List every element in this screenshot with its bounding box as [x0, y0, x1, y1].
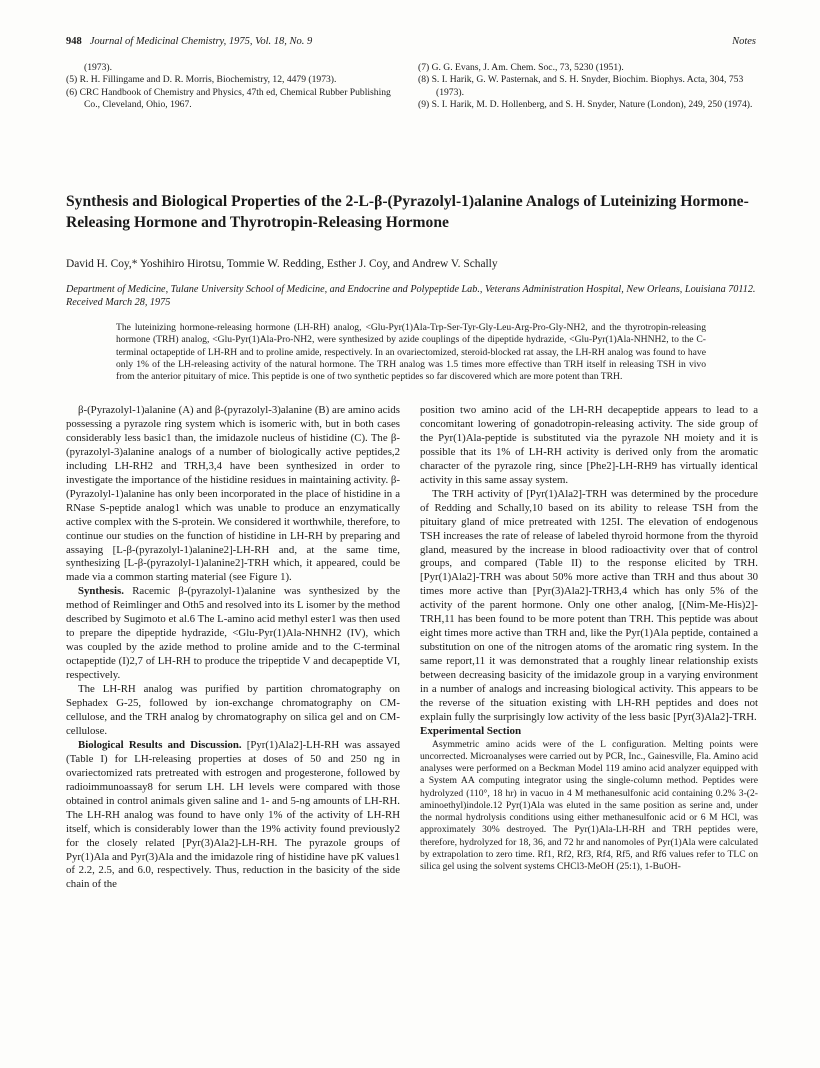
article-title: Synthesis and Biological Properties of the 2-L-β-(Pyrazolyl-1)alanine Analogs of Luteinizing Hormone-Releasing Hormone and Thyrotropin-Releasing Hormone: [66, 193, 749, 231]
reference-item: (9) S. I. Harik, M. D. Hollenberg, and S. H. Snyder, Nature (London), 249, 250 (1974).: [418, 98, 753, 110]
section-label: Notes: [732, 36, 756, 47]
results-paragraph: [66, 739, 400, 892]
synthesis-text: Racemic β-(pyrazolyl-1)alanine was synthesized by the method of Reimlinger and Oth5 and resolved into its L isomer by the method described by Sugimoto et al.6 The L-amino acid methyl ester1 was then used to prepare the dipeptide hydrazide, <Glu-Pyr(1)Ala-NHNH2 (IV), which was coupled by the azide method to proline amide and to the C-terminal octapeptide (I)2,7 of LH-RH to produce the tripeptide V and decapeptide VI, respectively.: [66, 585, 400, 682]
synthesis-heading: Synthesis.: [78, 585, 124, 598]
results-text: [Pyr(1)Ala2]-LH-RH was assayed (Table I) for LH-releasing properties at doses of 50 and 250 ng in ovariectomized rats pretreated with estrogen and progesterone, followed by radioimmunoassay8 for serum LH. LH levels were compared with those obtained in control animals given saline and 1- and 5-ng amounts of LH-RH. The LH-RH analog was found to have only 1% of the activity of LH-RH itself, which is considerably lower than the 19% activity found previously2 for the closely related [Pyr(3)Ala2]-LH-RH. The pyrazole groups of Pyr(1)Ala and Pyr(3)Ala and the imidazole ring of histidine have pK values1 of 2.2, 2.5, and 6.0, respectively. Thus, reduction in the basicity of the side chain of the: [66, 738, 400, 891]
references-left-column: [66, 62, 396, 111]
reference-item: (1973).: [84, 62, 112, 73]
reference-item: (5) R. H. Fillingame and D. R. Morris, Biochemistry, 12, 4479 (1973).: [66, 74, 337, 86]
body-right-column: [420, 404, 758, 873]
references-right-column: [418, 62, 760, 111]
page-number: 948: [66, 36, 82, 47]
reference-item: (7) G. G. Evans, J. Am. Chem. Soc., 73, 5230 (1951).: [418, 62, 624, 73]
purification-paragraph: The LH-RH analog was purified by partition chromatography on Sephadex G-25, followed by ion-exchange chromatography on CM-cellulose, and the TRH analog by chromatography on silica gel and on CM-cellulose.: [66, 683, 400, 737]
trh-paragraph: The TRH activity of [Pyr(1)Ala2]-TRH was determined by the procedure of Redding and Schally,10 based on its ability to release TSH from the pituitary gland of mice pretreated with 125I. The elevation of endogenous TSH increases the rate of release of labeled thyroid hormone from the thyroid gland, measured by the increase in blood radioactivity over that of control groups, and compared (Table II) to the response elicited by TRH. [Pyr(1)Ala2]-TRH was about 50% more active than TRH and thus about 30 times more active than [Pyr(3)Ala2]-TRH3,4 which has only 5% of the activity of the parent hormone. Only one other analog, [(Nim-Me-His)2]-TRH,11 has been found to be more potent than TRH. This peptide was about eight times more active than TRH and, like the Pyr(1)Ala peptide, contained a substitution on one of the nitrogen atoms of the aromatic ring system. In the same report,11 it was demonstrated that a roughly linear relationship exists between decreasing basicity of the imidazole group in a varying environment in a number of analogs and increasing biological activity. This appears to be the reverse of the situation existing with LH-RH peptides and does not explain fully the surprisingly low activity of the less basic [Pyr(3)Ala2]-TRH.: [420, 487, 758, 723]
reference-item: (8) S. I. Harik, G. W. Pasternak, and S. H. Snyder, Biochim. Biophys. Acta, 304, 753 (1973).: [418, 74, 744, 98]
experimental-section-heading: Experimental Section: [420, 724, 522, 737]
experimental-paragraph: Asymmetric amino acids were of the L configuration. Melting points were uncorrected. Microanalyses were carried out by PCR, Inc., Gainesville, Fla. Amino acid analyses were performed on a Beckman Model 119 amino acid analyzer equipped with a System AA computing integrator using the single-column method. Peptides were hydrolyzed (110°, 18 hr) in vacuo in 4 M methanesulfonic acid containing 0.2% 3-(2-aminoethyl)indole.12 Pyr(1)Ala was eluted in the same position as serine and, under the normal hydrolysis conditions using either methanesulfonic acid or 6 M HCl, was approximately 30% destroyed. The Pyr(1)Ala-LH-RH and TRH peptides were, therefore, hydrolyzed for 18, 36, and 72 hr and nanomoles of Pyr(1)Ala were calculated by extrapolation to zero time. Rf1, Rf2, Rf3, Rf4, Rf5, and Rf6 values refer to TLC on silica gel using the solvent systems CHCl3-MeOH (25:1), 1-BuOH-: [420, 738, 758, 872]
article-affiliation: Department of Medicine, Tulane University School of Medicine, and Endocrine and Polypeptide Lab., Veterans Administration Hospital, New Orleans, Louisiana 70112. Received March 28, 1975: [66, 284, 756, 308]
article-authors: David H. Coy,* Yoshihiro Hirotsu, Tommie W. Redding, Esther J. Coy, and Andrew V. Schally: [66, 258, 498, 270]
body-left-column: [66, 404, 400, 892]
journal-citation: Journal of Medicinal Chemistry, 1975, Vol. 18, No. 9: [89, 36, 313, 47]
header-left: [66, 36, 312, 47]
reference-item: (6) CRC Handbook of Chemistry and Physics, 47th ed, Chemical Rubber Publishing Co., Cleveland, Ohio, 1967.: [66, 86, 391, 110]
intro-paragraph: β-(Pyrazolyl-1)alanine (A) and β-(pyrazolyl-3)alanine (B) are amino acids possessing a pyrazole ring system which is isomeric with, but in both cases considerably less basic1 than, the imidazole nucleus of histidine (C). The β-(pyrazolyl-3)alanine analogs of a number of biologically active peptides,2 including LH-RH2 and TRH,3,4 have been synthesized in order to investigate the importance of the histidine residues in maintaining activity. β-(Pyrazolyl-1)alanine has only been incorporated in the place of histidine in a RNase S-peptide analog1 which was unable to produce an enzymatically active complex with the S-protein. We considered it worthwhile, therefore, to continue our studies on the function of histidine in LH-RH by preparing and assaying [L-β-(pyrazolyl-1)alanine2]-LH-RH and, at the same time, synthesizing [L-β-(pyrazolyl-1)alanine2]-TRH which, it appeared, could be made via a common starting material (see Figure 1).: [66, 404, 400, 584]
article-abstract: The luteinizing hormone-releasing hormone (LH-RH) analog, <Glu-Pyr(1)Ala-Trp-Ser-Tyr-Gly-Leu-Arg-Pro-Gly-NH2, and the thyrotropin-releasing hormone (TRH) analog, <Glu-Pyr(1)Ala-Pro-NH2, were synthesized by azide couplings of the dipeptide hydrazide, <Glu-Pyr(1)Ala-NHNH2, to the C-terminal octapeptide of LH-RH and to proline amide, respectively. In an ovariectomized, steroid-blocked rat assay, the LH-RH analog was found to have only 1% of the LH-releasing activity of the natural hormone. The TRH analog was 1.5 times more effective than TRH itself in releasing TSH in vivo from the anterior pituitary of mice. This peptide is one of two synthetic peptides so far discovered which are more potent than TRH.: [116, 322, 706, 383]
running-header: [66, 36, 756, 47]
results-heading: Biological Results and Discussion.: [78, 738, 242, 751]
synthesis-paragraph: [66, 585, 400, 683]
continued-paragraph: position two amino acid of the LH-RH decapeptide appears to lead to a concomitant lowering of gonadotropin-releasing activity. The side group of the Pyr(1)Ala-peptide is substituted via the pyrazole NH moiety and it is possible that its 1% of LH-RH activity is derived only from the aromatic character of the pyrazole ring, since [Phe2]-LH-RH9 has virtually identical activity in this same assay system.: [420, 404, 758, 486]
